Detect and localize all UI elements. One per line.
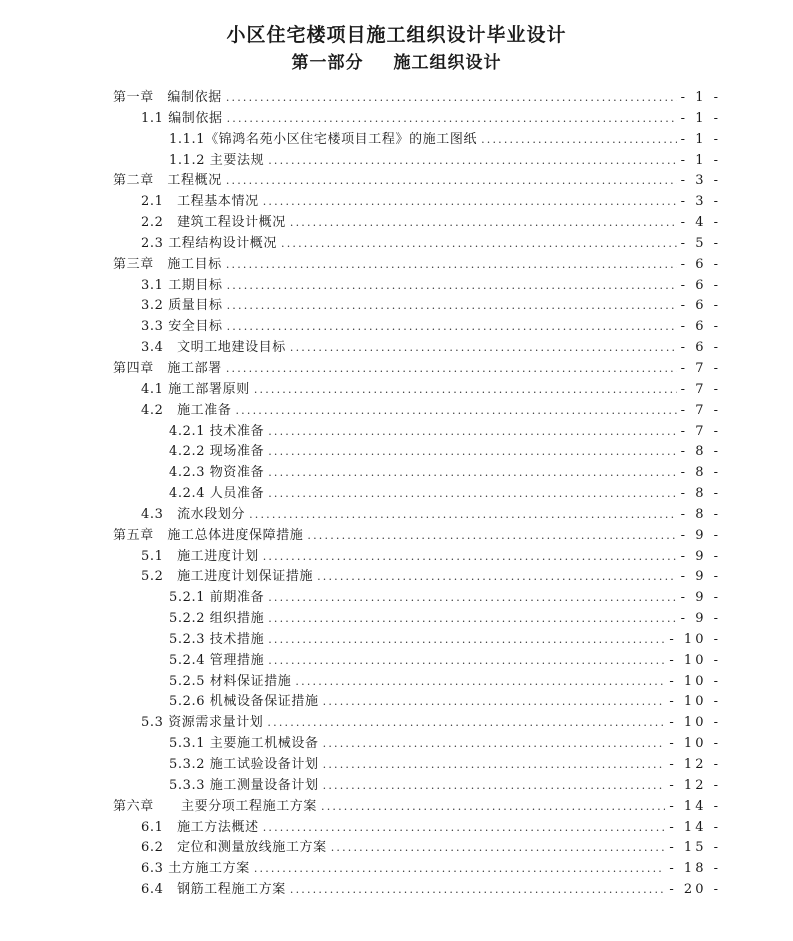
toc-dot-leader: [235, 401, 676, 422]
toc-entry[interactable]: [113, 609, 721, 630]
subtitle-name: 施工组织设计: [393, 53, 502, 73]
toc-entry[interactable]: [113, 755, 721, 776]
toc-entry-label: 4.1 施工部署原则: [141, 381, 250, 397]
toc-entry-page: - 20 -: [669, 882, 721, 898]
toc-dot-leader: [226, 88, 677, 109]
toc-dot-leader: [254, 380, 677, 401]
toc-entry-label: 5.2.5 材料保证措施: [169, 673, 292, 689]
toc-dot-leader: [268, 484, 676, 505]
toc-entry-page: - 7 -: [680, 402, 721, 418]
toc-entry-label: 第六章 主要分项工程施工方案: [113, 798, 318, 814]
toc-entry-label: 4.2 施工准备: [141, 402, 232, 418]
toc-entry-label: 1.1 编制依据: [141, 110, 223, 126]
toc-entry[interactable]: [113, 380, 721, 401]
toc-entry[interactable]: [113, 213, 721, 234]
toc-entry[interactable]: [113, 672, 721, 693]
toc-entry-page: - 10 -: [669, 694, 721, 710]
toc-entry[interactable]: [113, 797, 721, 818]
toc-entry[interactable]: [113, 880, 721, 901]
toc-dot-leader: [321, 797, 665, 818]
toc-entry-label: 5.2.6 机械设备保证措施: [169, 694, 319, 710]
toc-entry-page: - 8 -: [680, 444, 721, 460]
toc-entry-label: 3.2 质量目标: [141, 298, 223, 314]
toc-entry-label: 5.2.4 管理措施: [169, 652, 265, 668]
toc-dot-leader: [227, 109, 677, 130]
toc-entry-page: - 6 -: [680, 319, 721, 335]
toc-entry-label: 5.2.3 技术措施: [169, 631, 265, 647]
toc-entry-page: - 9 -: [680, 611, 721, 627]
toc-dot-leader: [268, 651, 665, 672]
toc-entry[interactable]: [113, 422, 721, 443]
toc-dot-leader: [290, 880, 666, 901]
toc-entry-label: 3.4 文明工地建设目标: [141, 340, 286, 356]
toc-entry-label: 第五章 施工总体进度保障措施: [113, 527, 304, 543]
toc-dot-leader: [226, 255, 677, 276]
toc-dot-leader: [249, 505, 677, 526]
toc-entry[interactable]: [113, 484, 721, 505]
toc-entry[interactable]: [113, 255, 721, 276]
document-title: 小区住宅楼项目施工组织设计毕业设计: [226, 24, 567, 46]
toc-entry[interactable]: [113, 859, 721, 880]
toc-entry-page: - 8 -: [680, 506, 721, 522]
toc-entry[interactable]: [113, 359, 721, 380]
toc-entry-page: - 14 -: [669, 819, 721, 835]
toc-entry[interactable]: [113, 338, 721, 359]
toc-dot-leader: [317, 567, 677, 588]
toc-entry-page: - 5 -: [680, 235, 721, 251]
toc-entry[interactable]: [113, 192, 721, 213]
toc-entry[interactable]: [113, 630, 721, 651]
toc-entry-label: 5.3.1 主要施工机械设备: [169, 736, 319, 752]
toc-entry-page: - 4 -: [680, 215, 721, 231]
toc-entry[interactable]: [113, 588, 721, 609]
toc-entry[interactable]: [113, 296, 721, 317]
toc-dot-leader: [323, 734, 666, 755]
toc-entry[interactable]: [113, 505, 721, 526]
toc-entry-label: 5.3.2 施工试验设备计划: [169, 757, 319, 772]
toc-entry-page: - 1 -: [680, 152, 721, 168]
toc-dot-leader: [263, 818, 666, 839]
toc-dot-leader: [268, 422, 676, 443]
toc-entry-label: 1.1.2 主要法规: [169, 152, 265, 168]
toc-entry-page: - 3 -: [680, 173, 721, 189]
toc-dot-leader: [323, 692, 666, 713]
toc-dot-leader: [227, 276, 677, 297]
toc-entry-label: 2.2 建筑工程设计概况: [141, 215, 286, 231]
toc-entry-page: - 10 -: [669, 736, 721, 752]
toc-entry-page: - 10 -: [669, 652, 721, 668]
toc-dot-leader: [227, 296, 677, 317]
toc-entry-page: - 9 -: [680, 569, 721, 585]
toc-dot-leader: [268, 609, 676, 630]
toc-entry-page: - 8 -: [680, 486, 721, 502]
toc-dot-leader: [268, 463, 676, 484]
toc-dot-leader: [281, 234, 677, 255]
toc-entry-page: - 1 -: [680, 131, 721, 147]
toc-entry[interactable]: [113, 776, 721, 797]
toc-entry-label: 4.2.1 技术准备: [169, 423, 265, 439]
toc-entry[interactable]: [113, 463, 721, 484]
toc-dot-leader: [323, 755, 666, 776]
toc-entry[interactable]: [113, 526, 721, 547]
document-subtitle: [0, 48, 793, 73]
toc-dot-leader: [290, 213, 677, 234]
toc-entry-label: 第四章 施工部署: [113, 360, 222, 376]
toc-dot-leader: [263, 192, 677, 213]
toc-entry-page: - 1 -: [680, 90, 721, 105]
toc-dot-leader: [226, 171, 677, 192]
toc-entry-page: - 9 -: [680, 548, 721, 564]
toc-entry-label: 5.2.1 前期准备: [169, 590, 265, 606]
toc-dot-leader: [307, 526, 676, 547]
toc-entry-label: 6.1 施工方法概述: [141, 819, 259, 835]
toc-dot-leader: [481, 130, 677, 151]
toc-entry[interactable]: [113, 88, 721, 109]
toc-entry[interactable]: [113, 713, 721, 734]
toc-entry-page: - 12 -: [669, 777, 721, 793]
toc-entry-label: 2.1 工程基本情况: [141, 194, 259, 210]
toc-entry-label: 5.2 施工进度计划保证措施: [141, 569, 314, 585]
toc-entry-label: 3.1 工期目标: [141, 277, 223, 293]
toc-entry[interactable]: [113, 130, 721, 151]
toc-dot-leader: [331, 838, 666, 859]
toc-entry-label: 4.2.4 人员准备: [169, 486, 265, 502]
toc-entry[interactable]: [113, 317, 721, 338]
toc-entry-label: 6.3 土方施工方案: [141, 861, 250, 877]
toc-entry-label: 4.2.2 现场准备: [169, 444, 265, 460]
toc-entry[interactable]: [113, 567, 721, 588]
toc-entry[interactable]: [113, 171, 721, 192]
toc-entry[interactable]: [113, 818, 721, 839]
toc-entry[interactable]: [113, 734, 721, 755]
toc-dot-leader: [267, 713, 665, 734]
toc-entry-page: - 7 -: [680, 360, 721, 376]
toc-entry-page: - 18 -: [669, 861, 721, 877]
toc-entry-label: 5.3 资源需求量计划: [141, 715, 264, 731]
toc-entry-label: 1.1.1《锦鸿名苑小区住宅楼项目工程》的施工图纸: [169, 131, 478, 147]
toc-entry-page: - 6 -: [680, 298, 721, 314]
toc-dot-leader: [263, 547, 677, 568]
toc-entry-label: 5.2.2 组织措施: [169, 611, 265, 627]
toc-entry-label: 4.2.3 物资准备: [169, 465, 265, 481]
toc-dot-leader: [290, 338, 677, 359]
toc-entry-page: - 9 -: [680, 590, 721, 606]
toc-entry-page: - 6 -: [680, 256, 721, 272]
toc-entry-label: 第三章 施工目标: [113, 256, 222, 272]
toc-entry-label: 6.2 定位和测量放线施工方案: [141, 840, 327, 856]
toc-entry-page: - 6 -: [680, 340, 721, 356]
toc-entry-page: - 7 -: [680, 423, 721, 439]
toc-dot-leader: [254, 859, 666, 880]
toc-dot-leader: [268, 442, 676, 463]
toc-entry-page: - 12 -: [669, 757, 721, 772]
toc-entry-label: 4.3 流水段划分: [141, 506, 246, 522]
toc-entry-page: - 1 -: [680, 110, 721, 126]
table-of-contents: [113, 88, 721, 901]
toc-entry-page: - 3 -: [680, 194, 721, 210]
toc-entry-page: - 10 -: [669, 715, 721, 731]
toc-entry[interactable]: [113, 547, 721, 568]
toc-entry[interactable]: [113, 109, 721, 130]
toc-dot-leader: [323, 776, 666, 797]
toc-dot-leader: [226, 359, 677, 380]
toc-entry-label: 2.3 工程结构设计概况: [141, 235, 278, 251]
toc-dot-leader: [268, 151, 676, 172]
toc-entry[interactable]: [113, 442, 721, 463]
toc-entry-label: 5.3.3 施工测量设备计划: [169, 777, 319, 793]
toc-entry[interactable]: [113, 151, 721, 172]
toc-entry[interactable]: [113, 651, 721, 672]
toc-entry-page: - 9 -: [680, 527, 721, 543]
toc-entry[interactable]: [113, 276, 721, 297]
toc-dot-leader: [268, 630, 665, 651]
subtitle-part: 第一部分: [291, 53, 364, 73]
toc-entry-page: - 8 -: [680, 465, 721, 481]
toc-entry[interactable]: [113, 838, 721, 859]
toc-entry[interactable]: [113, 401, 721, 422]
toc-dot-leader: [227, 317, 677, 338]
toc-entry[interactable]: [113, 234, 721, 255]
toc-entry-label: 3.3 安全目标: [141, 319, 223, 335]
toc-entry-page: - 10 -: [669, 673, 721, 689]
toc-entry-page: - 6 -: [680, 277, 721, 293]
toc-dot-leader: [295, 672, 665, 693]
toc-entry-page: - 10 -: [669, 631, 721, 647]
toc-entry-label: 5.1 施工进度计划: [141, 548, 259, 564]
toc-entry-label: 第二章 工程概况: [113, 173, 222, 189]
toc-dot-leader: [268, 588, 676, 609]
toc-entry-label: 6.4 钢筋工程施工方案: [141, 882, 286, 898]
toc-entry-page: - 14 -: [669, 798, 721, 814]
toc-entry[interactable]: [113, 692, 721, 713]
toc-entry-label: 第一章 编制依据: [113, 90, 222, 105]
toc-entry-page: - 15 -: [669, 840, 721, 856]
toc-entry-page: - 7 -: [680, 381, 721, 397]
